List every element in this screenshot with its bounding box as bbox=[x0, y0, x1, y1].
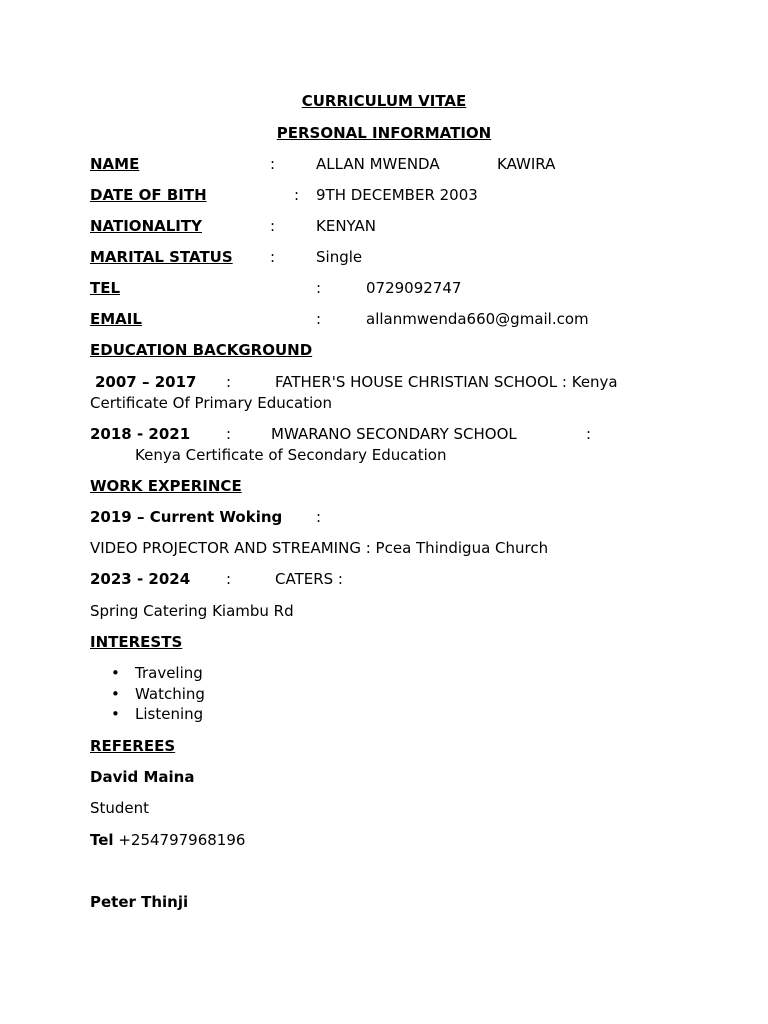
nationality-label: NATIONALITY bbox=[90, 217, 202, 235]
work-2-years: 2023 - 2024 bbox=[90, 570, 191, 588]
personal-heading: PERSONAL INFORMATION bbox=[276, 124, 492, 142]
referee-1-tel-label: Tel bbox=[90, 831, 114, 849]
interest-item: Watching bbox=[135, 685, 205, 703]
work-1-years: 2019 – Current Woking bbox=[90, 508, 283, 526]
education-heading: EDUCATION BACKGROUND bbox=[90, 341, 313, 359]
work-2-description: Spring Catering Kiambu Rd bbox=[90, 602, 294, 620]
name-first: ALLAN MWENDA bbox=[316, 155, 440, 173]
interest-item: Listening bbox=[135, 705, 204, 723]
email-label: EMAIL bbox=[90, 310, 142, 328]
education-1-separator: : bbox=[226, 373, 232, 391]
name-last: KAWIRA bbox=[497, 155, 556, 173]
referee-1-tel bbox=[90, 830, 245, 850]
interest-item: Traveling bbox=[135, 664, 203, 682]
work-2-role: CATERS : bbox=[275, 570, 343, 588]
marital-label: MARITAL STATUS bbox=[90, 248, 233, 266]
referee-1-name: David Maina bbox=[90, 768, 195, 786]
email-value: allanmwenda660@gmail.com bbox=[366, 310, 589, 328]
name-separator: : bbox=[270, 155, 276, 173]
interests-heading: INTERESTS bbox=[90, 633, 183, 651]
dob-label: DATE OF BITH bbox=[90, 186, 207, 204]
education-2-school: MWARANO SECONDARY SCHOOL bbox=[271, 425, 517, 443]
work-2-separator: : bbox=[226, 570, 232, 588]
dob-separator: : bbox=[294, 186, 300, 204]
education-2-years: 2018 - 2021 bbox=[90, 425, 191, 443]
tel-separator: : bbox=[316, 279, 322, 297]
interest-bullet: • bbox=[111, 705, 120, 723]
referees-heading: REFEREES bbox=[90, 737, 176, 755]
name-label: NAME bbox=[90, 155, 140, 173]
interest-bullet: • bbox=[111, 685, 120, 703]
nationality-separator: : bbox=[270, 217, 276, 235]
referee-1-role: Student bbox=[90, 799, 150, 817]
marital-separator: : bbox=[270, 248, 276, 266]
marital-value: Single bbox=[316, 248, 363, 266]
page-title: CURRICULUM VITAE bbox=[301, 92, 467, 110]
interest-bullet: • bbox=[111, 664, 120, 682]
email-separator: : bbox=[316, 310, 322, 328]
education-1-years: 2007 – 2017 bbox=[95, 373, 197, 391]
referee-2-name: Peter Thinji bbox=[90, 893, 189, 911]
nationality-value: KENYAN bbox=[316, 217, 377, 235]
work-1-description: VIDEO PROJECTOR AND STREAMING : Pcea Thindigua Church bbox=[90, 539, 549, 557]
education-1-school: FATHER'S HOUSE CHRISTIAN SCHOOL : Kenya bbox=[275, 373, 618, 391]
referee-1-tel-value: +254797968196 bbox=[118, 831, 246, 849]
education-2-certificate: Kenya Certificate of Secondary Education bbox=[135, 446, 447, 464]
work-1-separator: : bbox=[316, 508, 322, 526]
education-2-separator: : bbox=[226, 425, 232, 443]
tel-value: 0729092747 bbox=[366, 279, 462, 297]
work-heading: WORK EXPERINCE bbox=[90, 477, 242, 495]
education-2-separator-2: : bbox=[586, 425, 592, 443]
education-1-certificate: Certificate Of Primary Education bbox=[90, 394, 332, 412]
tel-label: TEL bbox=[90, 279, 121, 297]
dob-value: 9TH DECEMBER 2003 bbox=[316, 186, 478, 204]
